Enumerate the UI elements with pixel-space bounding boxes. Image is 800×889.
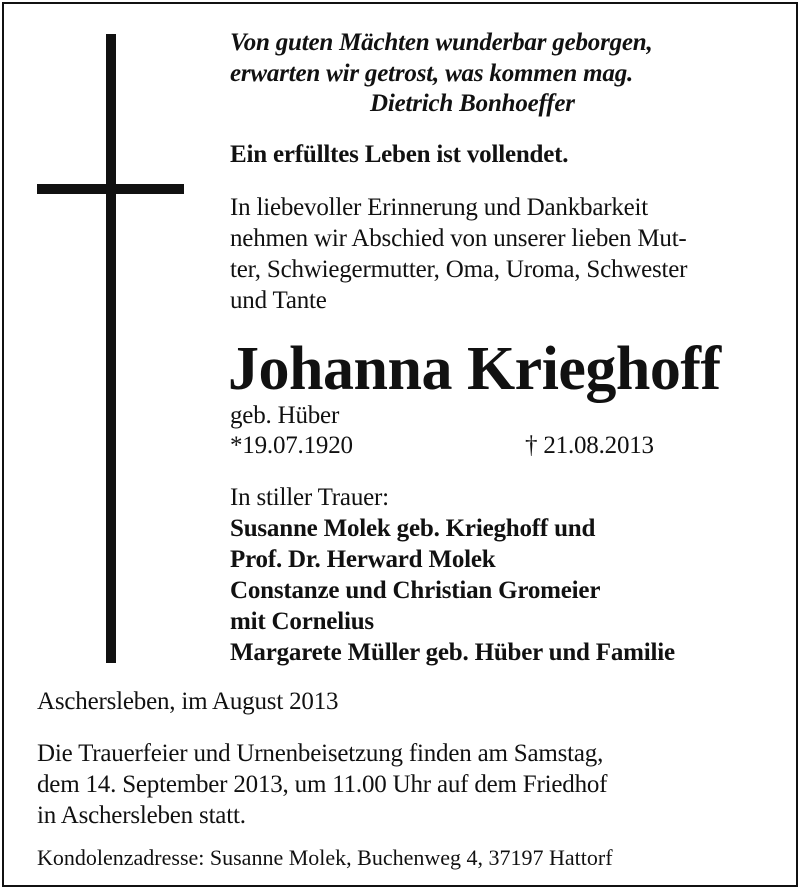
intro-line-2: nehmen wir Abschied von unserer lieben Mut- bbox=[230, 225, 687, 252]
condolence-address: Kondolenzadresse: Susanne Molek, Buchenweg 4, 37197 Hattorf bbox=[37, 845, 613, 870]
quote-author: Dietrich Bonhoeffer bbox=[370, 90, 575, 117]
ceremony-line-2: dem 14. September 2013, um 11.00 Uhr auf dem Friedhof bbox=[37, 771, 608, 798]
mourner-line-2: Prof. Dr. Herward Molek bbox=[230, 546, 496, 573]
quote-line-2: erwarten wir getrost, was kommen mag. bbox=[230, 60, 634, 87]
maiden-name: geb. Hüber bbox=[230, 402, 340, 429]
death-date: † 21.08.2013 bbox=[525, 432, 654, 459]
cross-horizontal-bar bbox=[37, 184, 184, 194]
mourners-intro: In stiller Trauer: bbox=[230, 484, 389, 511]
intro-line-4: und Tante bbox=[230, 287, 327, 314]
ceremony-line-3: in Aschersleben statt. bbox=[37, 802, 246, 829]
intro-line-1: In liebevoller Erinnerung und Dankbarkeit bbox=[230, 194, 649, 221]
mourner-line-4: mit Cornelius bbox=[230, 608, 374, 635]
headline: Ein erfülltes Leben ist vollendet. bbox=[230, 141, 569, 168]
cross-vertical-bar bbox=[106, 34, 116, 663]
mourner-line-3: Constanze und Christian Gromeier bbox=[230, 577, 601, 604]
deceased-name: Johanna Krieghoff bbox=[228, 335, 721, 403]
quote-line-1: Von guten Mächten wunderbar geborgen, bbox=[230, 29, 653, 56]
birth-date: *19.07.1920 bbox=[230, 432, 353, 459]
intro-line-3: ter, Schwiegermutter, Oma, Uroma, Schwester bbox=[230, 256, 688, 283]
place-date: Aschersleben, im August 2013 bbox=[37, 688, 339, 715]
mourner-line-1: Susanne Molek geb. Krieghoff und bbox=[230, 515, 596, 542]
ceremony-line-1: Die Trauerfeier und Urnenbeisetzung finden am Samstag, bbox=[37, 740, 604, 767]
mourner-line-5: Margarete Müller geb. Hüber und Familie bbox=[230, 639, 675, 666]
